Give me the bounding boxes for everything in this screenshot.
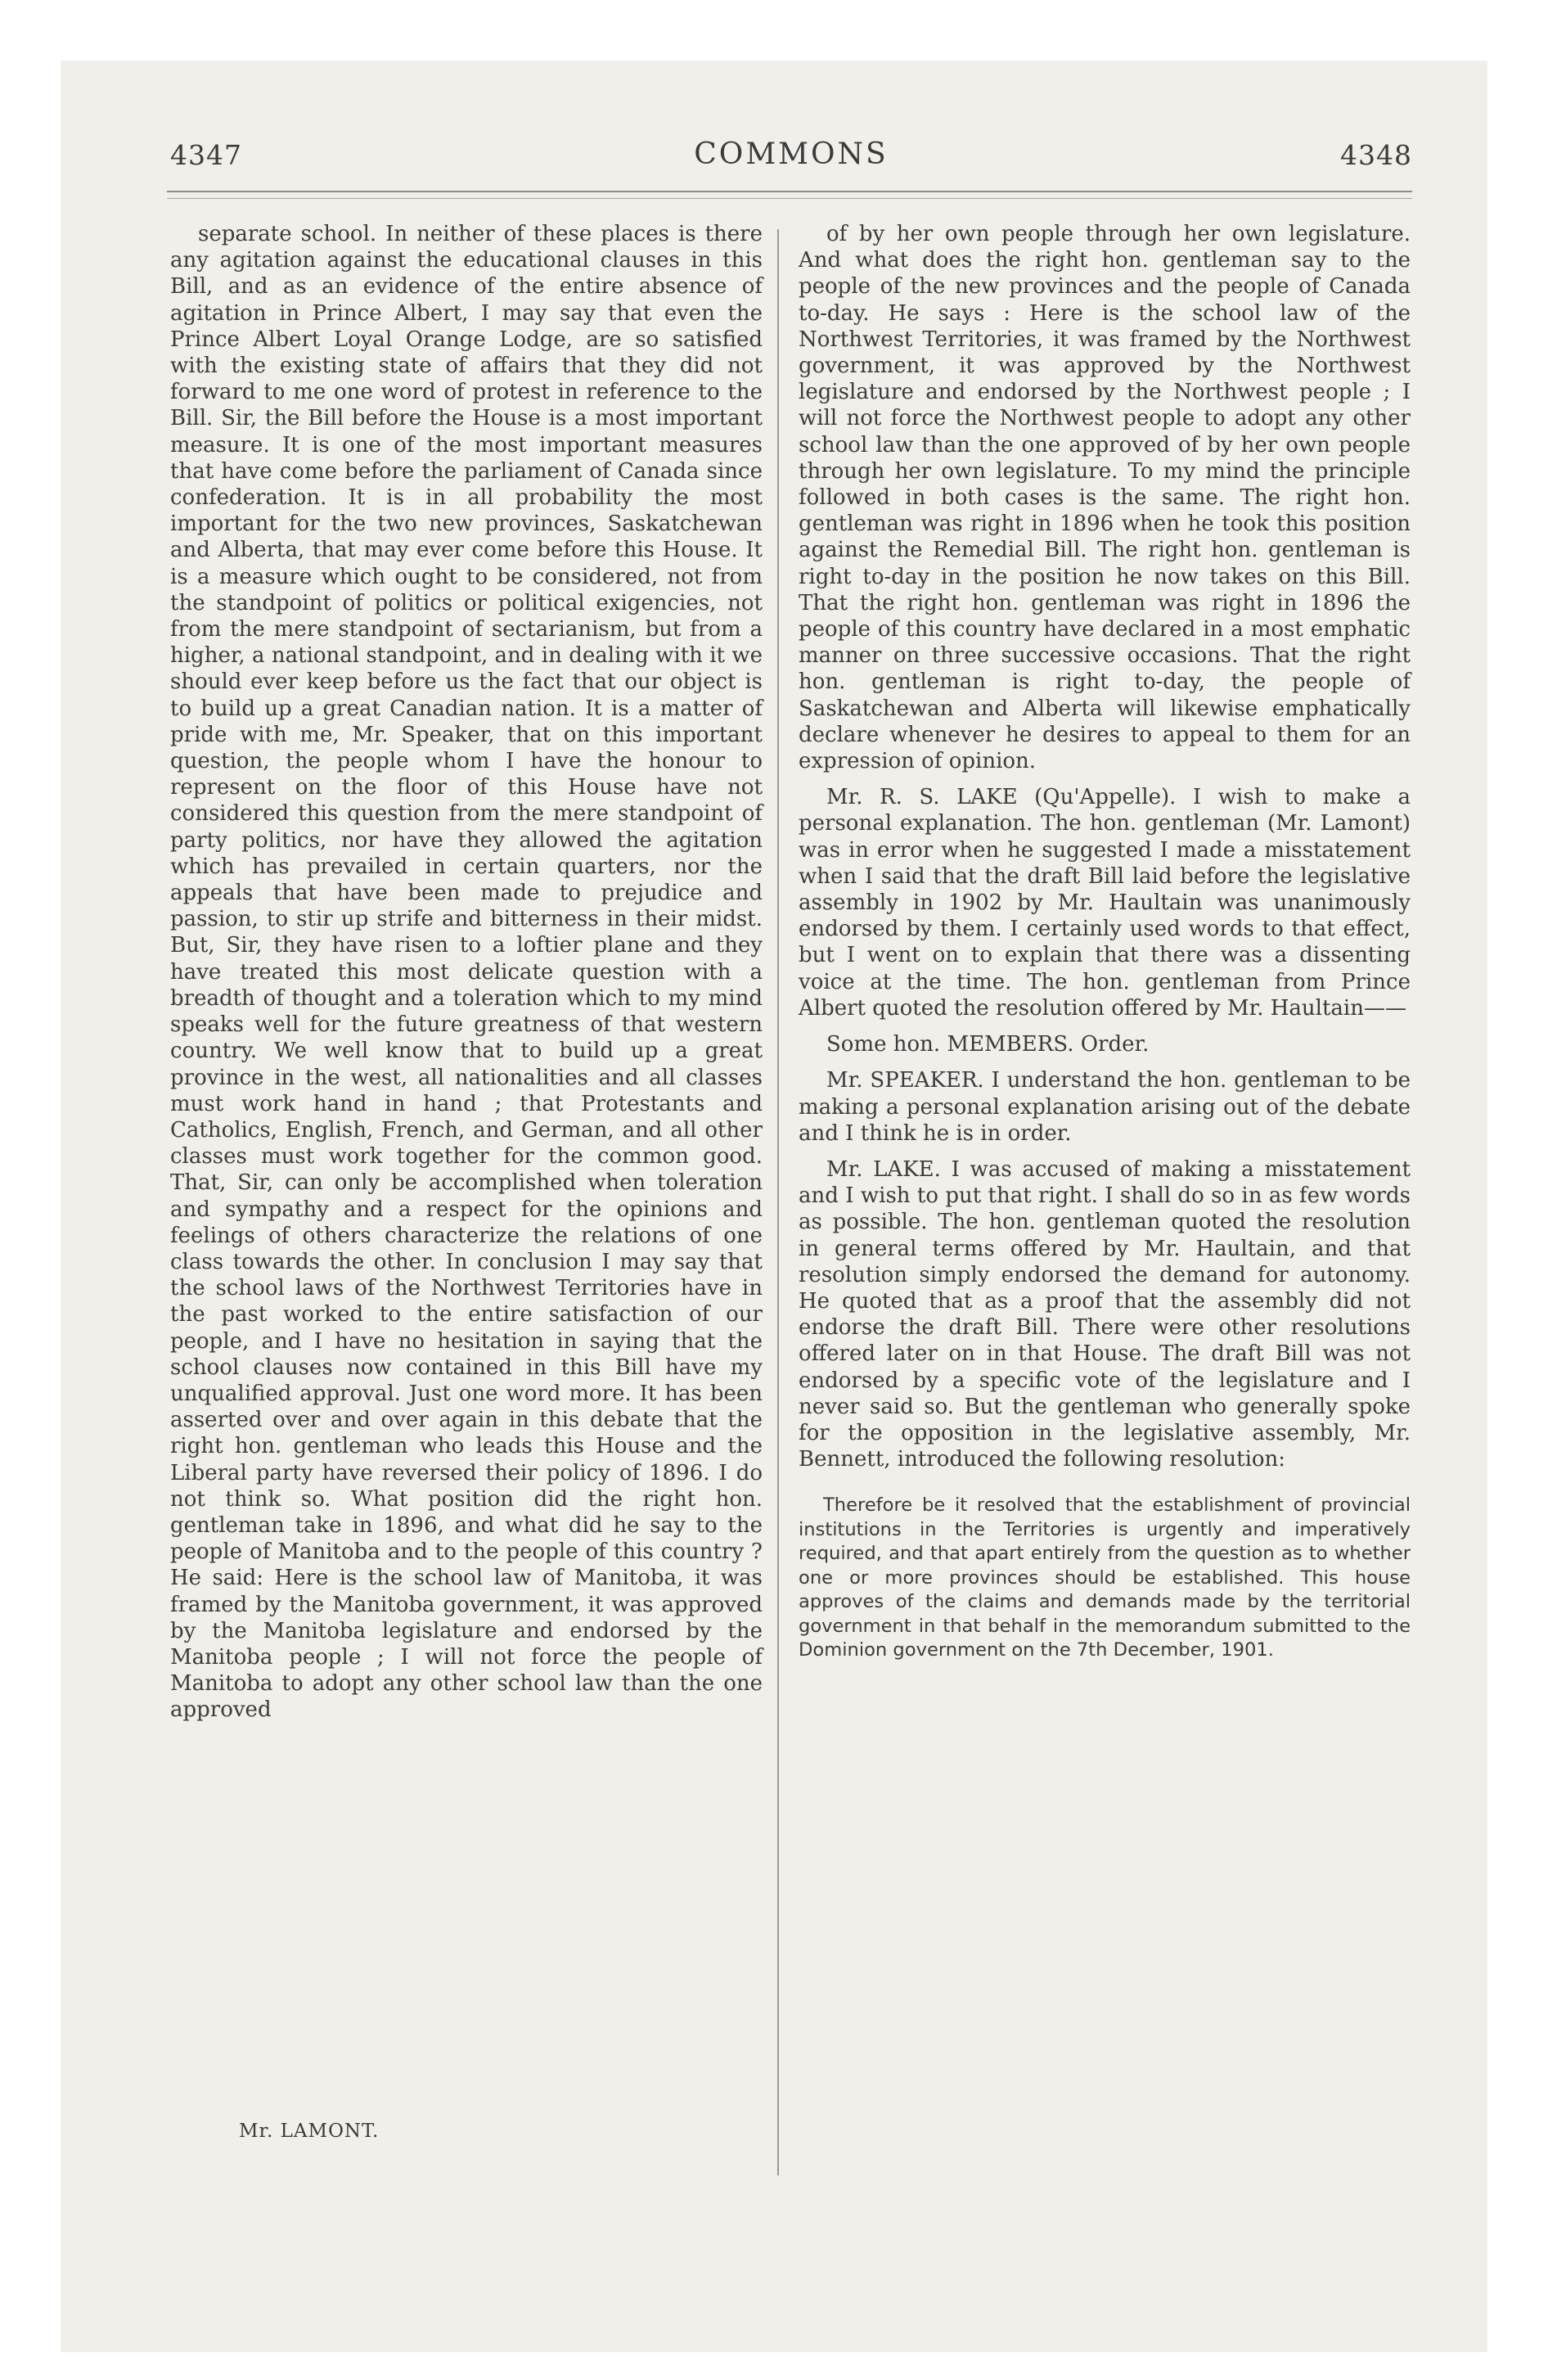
scanned-page <box>61 61 1487 2352</box>
right-paragraph-1: of by her own people through her own legislature. And what does the right hon. gentleman say to the people of the new provinces and the people of Canada to-day. He says : Here is the school law of the Northwest Territories, it was framed by the Northwest government, it was approved by the Northwest legislature and endorsed by the Northwest people ; I will not force the Northwest people to adopt any other school law than the one approved of by her own people through her own legislature. To my mind the principle followed in both cases is the same. The right hon. gentleman was right in 1896 when he took this position against the Remedial Bill. The right hon. gentleman is right to-day in the position he now takes on this Bill. That the right hon. gentleman was right in 1896 the people of this country have declared in a most emphatic manner on three successive occasions. That the right hon. gentleman is right to-day, the people of Saskatchewan and Alberta will likewise emphatically declare whenever he desires to appeal to them for an expression of opinion. <box>799 222 1411 774</box>
speaker-signature: Mr. LAMONT. <box>239 2121 380 2142</box>
page-header <box>170 129 1412 178</box>
header-rule-secondary <box>167 198 1412 199</box>
right-paragraph-5: Mr. LAKE. I was accused of making a misstatement and I wish to put that right. I shall do so in as few words as possible. The hon. gentleman quoted the resolution in general terms offered by Mr. Haultain, and that resolution simply endorsed the demand for autonomy. He quoted that as a proof that the assembly did not endorse the draft Bill. There were other resolutions offered later on in that House. The draft Bill was not endorsed by a specific vote of the legislature and I never said so. But the gentleman who generally spoke for the opposition in the legislative assembly, Mr. Bennett, introduced the following resolution: <box>799 1156 1411 1472</box>
quoted-resolution: Therefore be it resolved that the establishment of provincial institutions in the Territories is urgently and imperatively required, and that apart entirely from the question as to whether one or more provinces should be established. This house approves of the claims and demands made by the territorial government in that behalf in the memorandum submitted to the Dominion government on the 7th December, 1901. <box>799 1494 1411 1661</box>
running-head: COMMONS <box>694 137 889 171</box>
right-paragraph-3: Some hon. MEMBERS. Order. <box>826 1032 1150 1057</box>
right-paragraph-2: Mr. R. S. LAKE (Qu'Appelle). I wish to make a personal explanation. The hon. gentleman (Mr. Lamont) was in error when he suggested I made a misstatement when I said that the draft Bill laid before the legislative assembly in 1902 by Mr. Haultain was unanimously endorsed by them. I certainly used words to that effect, but I went on to explain that there was a dissenting voice at the time. The hon. gentleman from Prince Albert quoted the resolution offered by Mr. Haultain—— <box>799 785 1411 1021</box>
page-number-right: 4348 <box>1340 139 1412 171</box>
right-paragraph-4: Mr. SPEAKER. I understand the hon. gentleman to be making a personal explanation arising out of the debate and I think he is in order. <box>799 1068 1411 1146</box>
column-divider <box>777 229 779 2175</box>
page-number-left: 4347 <box>170 139 242 171</box>
left-column <box>170 221 763 1724</box>
header-rule <box>167 191 1412 192</box>
left-paragraph-1: separate school. In neither of these places is there any agitation against the educational clauses in this Bill, and as an evidence of the entire absence of agitation in Prince Albert, I may say that even the Prince Albert Loyal Orange Lodge, are so satisfied with the existing state of affairs that they did not forward to me one word of protest in reference to the Bill. Sir, the Bill before the House is a most important measure. It is one of the most important measures that have come before the parliament of Canada since confederation. It is in all probability the most important for the two new provinces, Saskatchewan and Alberta, that may ever come before this House. It is a measure which ought to be considered, not from the standpoint of politics or political exigencies, not from the mere standpoint of sectarianism, but from a higher, a national standpoint, and in dealing with it we should ever keep before us the fact that our object is to build up a great Canadian nation. It is a matter of pride with me, Mr. Speaker, that on this important question, the people whom I have the honour to represent on the floor of this House have not considered this question from the mere standpoint of party politics, nor have they allowed the agitation which has prevailed in certain quarters, nor the appeals that have been made to prejudice and passion, to stir up strife and bitterness in their midst. But, Sir, they have risen to a loftier plane and they have treated this most delicate question with a breadth of thought and a toleration which to my mind speaks well for the future greatness of that western country. We well know that to build up a great province in the west, all nationalities and all classes must work hand in hand ; that Protestants and Catholics, English, French, and German, and all other classes must work together for the common good. That, Sir, can only be accomplished when toleration and sympathy and a respect for the opinions and feelings of others characterize the relations of one class towards the other. In conclusion I may say that the school laws of the Northwest Territories have in the past worked to the entire satisfaction of our people, and I have no hesitation in saying that the school clauses now contained in this Bill have my unqualified approval. Just one word more. It has been asserted over and over again in this debate that the right hon. gentleman who leads this House and the Liberal party have reversed their policy of 1896. I do not think so. What position did the right hon. gentleman take in 1896, and what did he say to the people of Manitoba and to the people of this country ? He said: Here is the school law of Manitoba, it was framed by the Manitoba government, it was approved by the Manitoba legislature and endorsed by the Manitoba people ; I will not force the people of Manitoba to adopt any other school law than the one approved <box>170 222 763 1723</box>
right-column <box>799 221 1411 1663</box>
